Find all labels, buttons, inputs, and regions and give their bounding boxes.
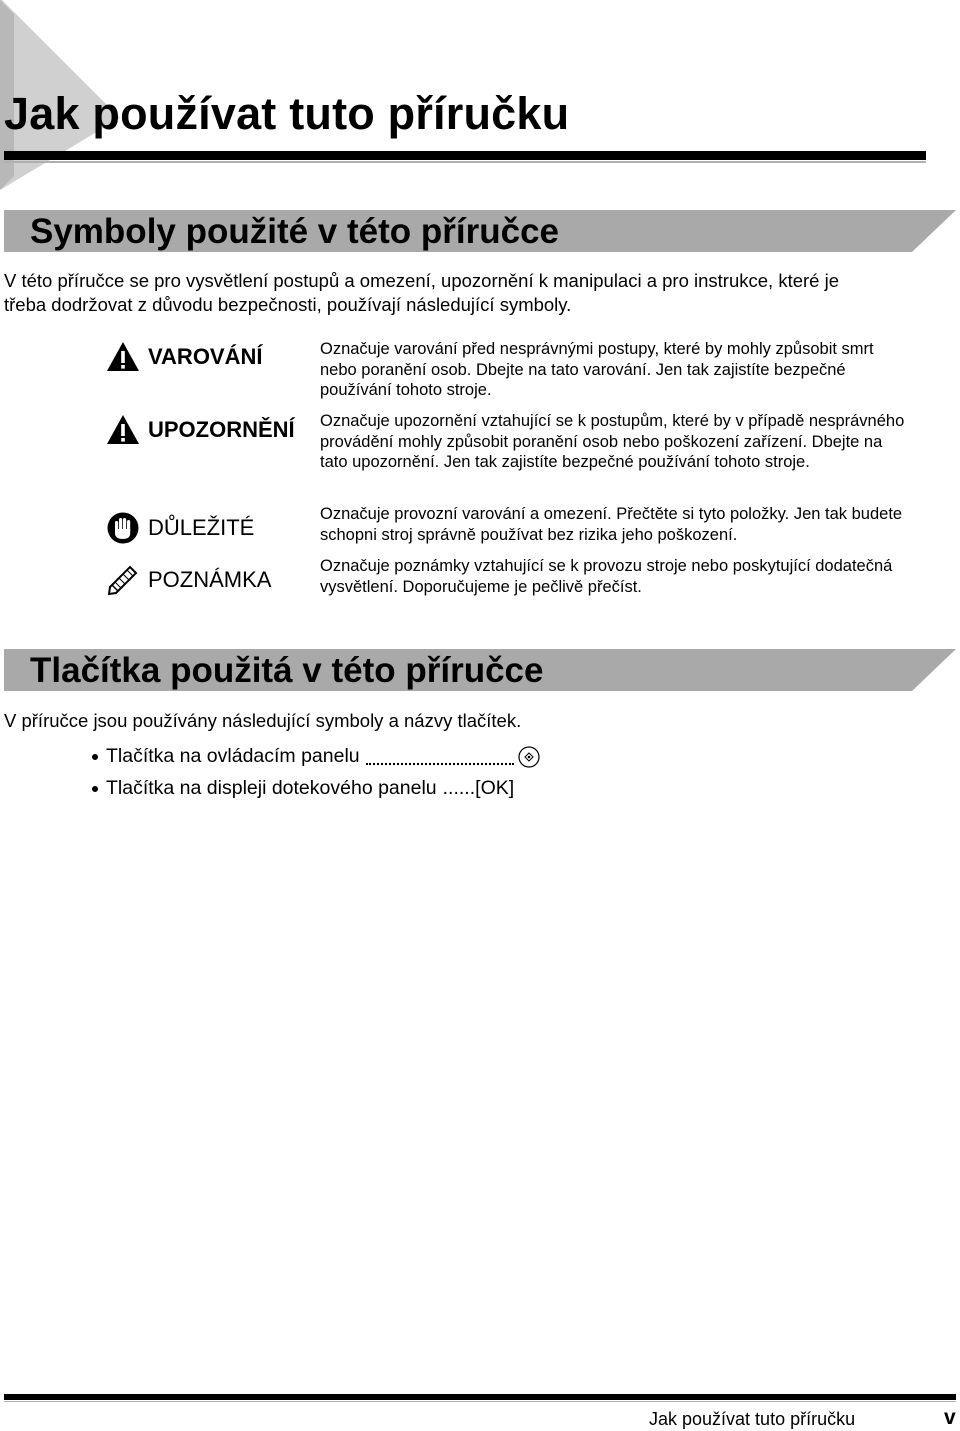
dot-leader	[366, 749, 514, 765]
symbol-description-warning: Označuje varování před nesprávnými postupy, které by mohly způsobit smrt nebo poranění osob. Dbejte na tato varování. Jen tak zajistíte bezpečné používání tohoto stroje.	[320, 340, 874, 399]
bullet-control-panel-keys	[92, 745, 540, 768]
bullet-text: Tlačítka na ovládacím panelu	[106, 745, 360, 767]
footer-rule-shadow	[4, 1401, 956, 1402]
page-number: v	[944, 1406, 956, 1429]
caution-triangle-icon	[106, 413, 140, 447]
page-title: Jak používat tuto příručku	[4, 88, 570, 139]
start-key-icon	[518, 746, 540, 768]
bullet-dot	[92, 786, 98, 792]
symbol-label: DŮLEŽITÉ	[148, 515, 255, 540]
symbol-description-important: Označuje provozní varování a omezení. Přečtěte si tyto položky. Jen tak budete schopni stroj správně používat bez rizika jeho poškození.	[320, 505, 903, 544]
symbol-caution	[106, 413, 295, 447]
symbol-warning	[106, 340, 263, 374]
symbol-label: POZNÁMKA	[148, 567, 272, 592]
symbol-label: VAROVÁNÍ	[148, 344, 263, 369]
title-rule	[4, 151, 926, 160]
footer-rule	[4, 1394, 956, 1400]
section-title-buttons: Tlačítka použitá v této příručce	[30, 651, 544, 690]
symbol-description-note: Označuje poznámky vztahující se k provozu stroje nebo poskytující dodatečná vysvětlení. Doporučujeme je pečlivě přečíst.	[320, 557, 893, 596]
pencil-note-icon	[106, 563, 140, 597]
buttons-intro: V příručce jsou používány následující symboly a názvy tlačítek.	[4, 710, 522, 731]
bullet-dot	[92, 754, 98, 760]
symbol-important	[106, 511, 254, 545]
title-rule-shadow	[4, 161, 926, 163]
warning-triangle-icon	[106, 340, 140, 374]
ok-key-label: [OK]	[475, 777, 515, 799]
bullet-touch-panel-keys	[92, 777, 514, 800]
symbol-label: UPOZORNĚNÍ	[148, 417, 295, 442]
symbols-intro: V této příručce se pro vysvětlení postupů a omezení, upozornění k manipulaci a pro instrukce, které je třeba dodržovat z důvodu bezpečnosti, používají následující symboly.	[4, 270, 839, 315]
section-title-symbols: Symboly použité v této příručce	[30, 212, 559, 251]
symbol-note	[106, 563, 271, 597]
hand-stop-icon	[106, 511, 140, 545]
symbol-description-caution: Označuje upozornění vztahující se k postupům, které by v případě nesprávného provádění mohly způsobit poranění osob nebo poškození zařízení. Dbejte na tato upozornění. Jen tak zajistíte bezpečné používání tohoto stroje.	[320, 412, 905, 471]
dot-leader-text: ......	[442, 777, 476, 799]
footer-title: Jak používat tuto příručku	[649, 1409, 856, 1429]
bullet-text: Tlačítka na displeji dotekového panelu	[106, 777, 437, 799]
